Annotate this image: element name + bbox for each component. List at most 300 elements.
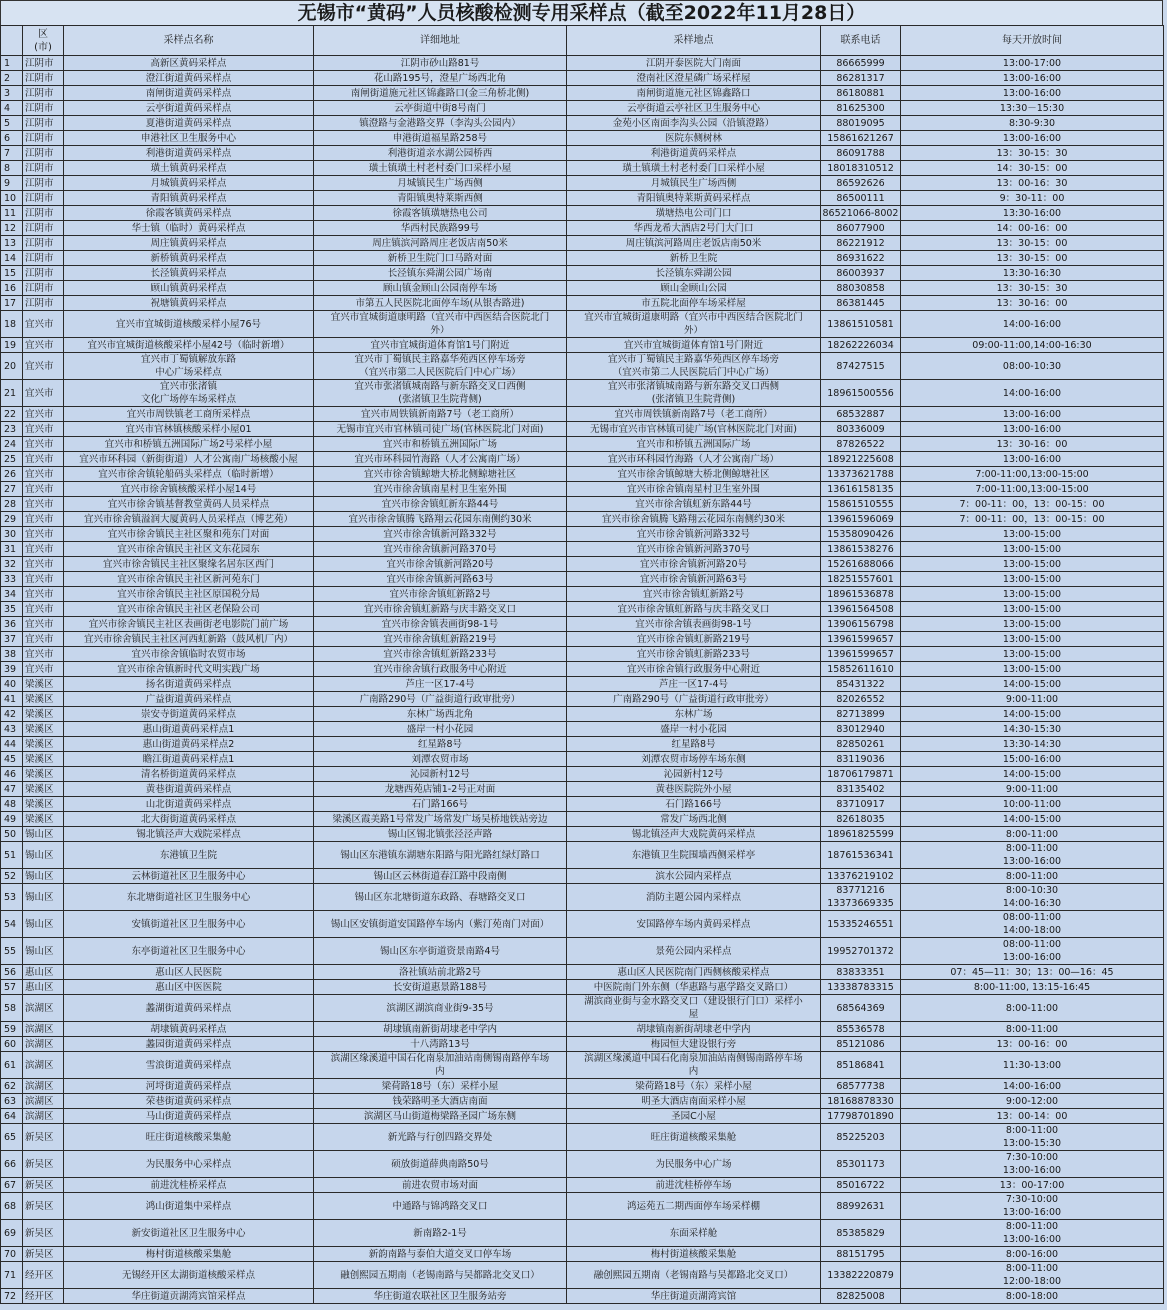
phone-cell: 18168878330 bbox=[821, 1094, 901, 1109]
hours-cell: 8:00-11:00 13:00-16:00 bbox=[901, 1220, 1164, 1247]
table-row bbox=[1, 869, 1164, 884]
phone-cell: 85016722 bbox=[821, 1178, 901, 1193]
sampling-location-cell: 青阳镇奥特莱斯黄码采样点 bbox=[567, 191, 821, 206]
district-cell: 江阴市 bbox=[23, 251, 64, 266]
sampling-location-cell: 华庄街道贡湖湾宾馆 bbox=[567, 1289, 821, 1304]
table-row bbox=[1, 1247, 1164, 1262]
sampling-location-cell: 锡北镇泾声大戏院黄码采样点 bbox=[567, 827, 821, 842]
address-cell: 徐霞客镇璜塘热电公司 bbox=[314, 206, 567, 221]
site-name-cell: 利港街道黄码采样点 bbox=[64, 146, 314, 161]
phone-cell: 13906156798 bbox=[821, 617, 901, 632]
district-cell: 锡山区 bbox=[23, 911, 64, 938]
district-cell: 宜兴市 bbox=[23, 353, 64, 380]
hours-cell: 7:30-10:00 13:00-16:00 bbox=[901, 1151, 1164, 1178]
phone-cell: 86665999 bbox=[821, 56, 901, 71]
address-cell: 镇澄路与金港路交界（李沟头公园内） bbox=[314, 116, 567, 131]
site-name-cell: 璜土镇黄码采样点 bbox=[64, 161, 314, 176]
sampling-location-cell: 刘潭农贸市场停车场东侧 bbox=[567, 752, 821, 767]
sampling-location-cell: 常发广场西北侧 bbox=[567, 812, 821, 827]
address-cell: 宜兴市徐舍镇新河路332号 bbox=[314, 527, 567, 542]
table-row bbox=[1, 512, 1164, 527]
phone-cell: 85225203 bbox=[821, 1124, 901, 1151]
sampling-location-cell: 华西龙希大酒店2号门大门口 bbox=[567, 221, 821, 236]
district-cell: 宜兴市 bbox=[23, 311, 64, 338]
table-row bbox=[1, 1178, 1164, 1193]
table-row bbox=[1, 842, 1164, 869]
hours-cell: 14:00-15:00 bbox=[901, 677, 1164, 692]
address-cell: 胡埭镇南新街胡埭老中学内 bbox=[314, 1022, 567, 1037]
address-cell: 顾山镇金顾山公园南停车场 bbox=[314, 281, 567, 296]
address-cell: 花山路195号，澄星广场西北角 bbox=[314, 71, 567, 86]
site-name-cell: 胡埭镇黄码采样点 bbox=[64, 1022, 314, 1037]
sampling-location-cell: 宜兴市和桥镇五洲国际广场 bbox=[567, 437, 821, 452]
phone-cell: 13861538276 bbox=[821, 542, 901, 557]
address-cell: 宜兴市宜城街道康明路（宜兴市中西医结合医院北门 外） bbox=[314, 311, 567, 338]
address-cell: 宜兴市徐舍镇鲸塘大桥北侧鲸塘社区 bbox=[314, 467, 567, 482]
district-cell: 江阴市 bbox=[23, 176, 64, 191]
row-index-cell: 64 bbox=[1, 1109, 23, 1124]
address-cell: 刘潭农贸市场 bbox=[314, 752, 567, 767]
site-name-cell: 蠡湖街道黄码采样点 bbox=[64, 995, 314, 1022]
sampling-location-cell: 长泾镇东舜湖公园 bbox=[567, 266, 821, 281]
site-name-cell: 清名桥街道黄码采样点 bbox=[64, 767, 314, 782]
phone-cell: 13616158135 bbox=[821, 482, 901, 497]
table-row bbox=[1, 338, 1164, 353]
phone-cell: 86180881 bbox=[821, 86, 901, 101]
sampling-location-cell: 南闸街道施元社区锦鑫路口 bbox=[567, 86, 821, 101]
phone-cell: 13373621788 bbox=[821, 467, 901, 482]
site-name-cell: 雪浪街道黄码采样点 bbox=[64, 1052, 314, 1079]
hours-cell: 13:00-15:00 bbox=[901, 572, 1164, 587]
site-name-cell: 锡北镇泾声大戏院采样点 bbox=[64, 827, 314, 842]
hours-cell: 8:00-11:00 bbox=[901, 827, 1164, 842]
phone-cell: 68532887 bbox=[821, 407, 901, 422]
address-cell: 宜兴市周铁镇新南路7号（老工商所） bbox=[314, 407, 567, 422]
phone-cell: 15861510555 bbox=[821, 497, 901, 512]
district-cell: 江阴市 bbox=[23, 101, 64, 116]
site-name-cell: 宜兴市徐舍镇溢润大厦黄码人员采样点（博艺苑） bbox=[64, 512, 314, 527]
district-cell: 江阴市 bbox=[23, 296, 64, 311]
address-cell: 云亭街道中街8号南门 bbox=[314, 101, 567, 116]
district-cell: 江阴市 bbox=[23, 131, 64, 146]
hours-cell: 7：00-11：00，13：00-15：00 bbox=[901, 497, 1164, 512]
table-row bbox=[1, 116, 1164, 131]
table-row bbox=[1, 980, 1164, 995]
sampling-location-cell: 利港街道黄码采样点 bbox=[567, 146, 821, 161]
row-index-cell: 21 bbox=[1, 380, 23, 407]
table-row bbox=[1, 767, 1164, 782]
address-cell: 宜兴市徐舍镇虹新路与庆丰路交叉口 bbox=[314, 602, 567, 617]
table-row bbox=[1, 71, 1164, 86]
address-cell: 硕放街道薛典南路50号 bbox=[314, 1151, 567, 1178]
table-row bbox=[1, 407, 1164, 422]
district-cell: 江阴市 bbox=[23, 206, 64, 221]
address-cell: 宜兴市宜城街道体育馆1号门附近 bbox=[314, 338, 567, 353]
table-row bbox=[1, 176, 1164, 191]
address-cell: 宜兴市环科园竹海路（人才公寓南广场） bbox=[314, 452, 567, 467]
hours-cell: 13:00-15:00 bbox=[901, 632, 1164, 647]
row-index-cell: 65 bbox=[1, 1124, 23, 1151]
phone-cell: 86091788 bbox=[821, 146, 901, 161]
address-cell: 沁园新村12号 bbox=[314, 767, 567, 782]
site-name-cell: 宜兴市周铁镇老工商所采样点 bbox=[64, 407, 314, 422]
address-cell: 滨湖区缘溪道中国石化南泉加油站南侧锡南路停车场 内 bbox=[314, 1052, 567, 1079]
district-cell: 新吴区 bbox=[23, 1124, 64, 1151]
row-index-cell: 4 bbox=[1, 101, 23, 116]
phone-cell: 18921225608 bbox=[821, 452, 901, 467]
row-index-cell: 39 bbox=[1, 662, 23, 677]
row-index-cell: 40 bbox=[1, 677, 23, 692]
row-index-cell: 43 bbox=[1, 722, 23, 737]
hours-cell: 11:30-13:00 bbox=[901, 1052, 1164, 1079]
address-cell: 锡山区东亭街道资景南路4号 bbox=[314, 938, 567, 965]
hours-cell: 8:00-11:00 bbox=[901, 1022, 1164, 1037]
site-name-cell: 宜兴市徐舍镇民主社区老保险公司 bbox=[64, 602, 314, 617]
address-cell: 梁荷路18号（东）采样小屋 bbox=[314, 1079, 567, 1094]
site-name-cell: 宜兴市徐舍镇基督教堂黄码人员采样点 bbox=[64, 497, 314, 512]
address-cell: 广南路290号（广益街道行政审批旁） bbox=[314, 692, 567, 707]
hours-cell: 8:00-11:00 13:00-15:30 bbox=[901, 1124, 1164, 1151]
table-row bbox=[1, 722, 1164, 737]
row-index-cell: 22 bbox=[1, 407, 23, 422]
table-row bbox=[1, 311, 1164, 338]
address-cell: 宜兴市徐舍镇虹新路2号 bbox=[314, 587, 567, 602]
hours-cell: 8:30-9:30 bbox=[901, 116, 1164, 131]
sampling-location-cell: 东林广场 bbox=[567, 707, 821, 722]
sampling-location-cell: 宜兴市宜城街道体育馆1号门附近 bbox=[567, 338, 821, 353]
address-cell: 华西村民族路99号 bbox=[314, 221, 567, 236]
row-index-cell: 72 bbox=[1, 1289, 23, 1304]
site-name-cell: 宜兴市宜城街道核酸采样小屋76号 bbox=[64, 311, 314, 338]
table-row bbox=[1, 251, 1164, 266]
phone-cell: 82825008 bbox=[821, 1289, 901, 1304]
address-cell: 锡山区锡北镇张泾泾声路 bbox=[314, 827, 567, 842]
district-cell: 惠山区 bbox=[23, 965, 64, 980]
phone-cell: 82850261 bbox=[821, 737, 901, 752]
row-index-cell: 13 bbox=[1, 236, 23, 251]
row-index-cell: 54 bbox=[1, 911, 23, 938]
row-index-cell: 25 bbox=[1, 452, 23, 467]
district-cell: 梁溪区 bbox=[23, 812, 64, 827]
table-row bbox=[1, 1109, 1164, 1124]
site-name-cell: 夏港街道黄码采样点 bbox=[64, 116, 314, 131]
address-cell: 新光路与行创四路交界处 bbox=[314, 1124, 567, 1151]
address-cell: 宜兴市徐舍镇虹新东路44号 bbox=[314, 497, 567, 512]
row-index-cell: 63 bbox=[1, 1094, 23, 1109]
site-name-cell: 东港镇卫生院 bbox=[64, 842, 314, 869]
row-index-cell: 41 bbox=[1, 692, 23, 707]
table-row bbox=[1, 602, 1164, 617]
district-cell: 江阴市 bbox=[23, 266, 64, 281]
row-index-cell: 48 bbox=[1, 797, 23, 812]
hours-cell: 13:00-15:00 bbox=[901, 617, 1164, 632]
district-cell: 经开区 bbox=[23, 1289, 64, 1304]
site-name-cell: 顾山镇黄码采样点 bbox=[64, 281, 314, 296]
sampling-location-cell: 宜兴市徐舍镇虹新路与庆丰路交叉口 bbox=[567, 602, 821, 617]
district-cell: 滨湖区 bbox=[23, 1109, 64, 1124]
address-cell: 锡山区云林街道春江路中段南侧 bbox=[314, 869, 567, 884]
phone-cell: 80336009 bbox=[821, 422, 901, 437]
row-index-cell: 34 bbox=[1, 587, 23, 602]
address-cell: 石门路166号 bbox=[314, 797, 567, 812]
district-cell: 宜兴市 bbox=[23, 437, 64, 452]
address-cell: 锡山区东港镇东湖塘东阳路与阳光路红绿灯路口 bbox=[314, 842, 567, 869]
hours-cell: 7:00-11:00,13:00-15:00 bbox=[901, 467, 1164, 482]
hours-cell: 15:00-16:00 bbox=[901, 752, 1164, 767]
hours-cell: 08:00-10:30 bbox=[901, 353, 1164, 380]
phone-cell: 68564369 bbox=[821, 995, 901, 1022]
address-cell: 东林广场西北角 bbox=[314, 707, 567, 722]
district-cell: 梁溪区 bbox=[23, 767, 64, 782]
table-row bbox=[1, 692, 1164, 707]
site-name-cell: 惠山街道黄码采样点1 bbox=[64, 722, 314, 737]
district-cell: 宜兴市 bbox=[23, 587, 64, 602]
table-row bbox=[1, 1022, 1164, 1037]
sampling-sites-table bbox=[0, 25, 1164, 1304]
row-index-cell: 10 bbox=[1, 191, 23, 206]
table-row bbox=[1, 797, 1164, 812]
sampling-location-cell: 医院东侧树林 bbox=[567, 131, 821, 146]
sampling-location-cell: 宜兴市徐舍镇虹新路233号 bbox=[567, 647, 821, 662]
hours-cell: 13:00-15:00 bbox=[901, 527, 1164, 542]
phone-cell: 85431322 bbox=[821, 677, 901, 692]
address-cell: 宜兴市徐舍镇新河路370号 bbox=[314, 542, 567, 557]
hours-cell: 9：30-11：00 bbox=[901, 191, 1164, 206]
address-cell: 宜兴市徐舍镇表画街98-1号 bbox=[314, 617, 567, 632]
district-cell: 滨湖区 bbox=[23, 1037, 64, 1052]
sampling-location-cell: 宜兴市周铁镇新南路7号（老工商所） bbox=[567, 407, 821, 422]
table-row bbox=[1, 56, 1164, 71]
district-cell: 宜兴市 bbox=[23, 602, 64, 617]
district-cell: 滨湖区 bbox=[23, 1022, 64, 1037]
address-cell: 申港街道福星路258号 bbox=[314, 131, 567, 146]
hours-cell: 13：00-17:00 bbox=[901, 1178, 1164, 1193]
row-index-cell: 46 bbox=[1, 767, 23, 782]
address-cell: 月城镇民生广场西侧 bbox=[314, 176, 567, 191]
site-name-cell: 宜兴市徐舍镇民主社区原国税分局 bbox=[64, 587, 314, 602]
hours-cell: 14:00-15:00 bbox=[901, 707, 1164, 722]
address-cell: 中通路与锦鸿路交叉口 bbox=[314, 1193, 567, 1220]
site-name-cell: 为民服务中心采样点 bbox=[64, 1151, 314, 1178]
site-name-cell: 月城镇黄码采样点 bbox=[64, 176, 314, 191]
address-cell: 无锡市宜兴市官林镇司徒广场(官林医院北门对面) bbox=[314, 422, 567, 437]
address-cell: 宜兴市徐舍镇虹新路233号 bbox=[314, 647, 567, 662]
row-index-cell: 18 bbox=[1, 311, 23, 338]
sampling-location-cell: 湖滨商业街与金水路交叉口（建设银行门口）采样小 屋 bbox=[567, 995, 821, 1022]
row-index-cell: 37 bbox=[1, 632, 23, 647]
address-cell: 融创熙园五期南（老锡南路与吴都路北交叉口） bbox=[314, 1262, 567, 1289]
row-index-cell: 67 bbox=[1, 1178, 23, 1193]
table-row bbox=[1, 86, 1164, 101]
header-district: 区 (市) bbox=[23, 26, 64, 56]
row-index-cell: 15 bbox=[1, 266, 23, 281]
address-cell: 滨湖区马山街道梅梁路圣园广场东侧 bbox=[314, 1109, 567, 1124]
row-index-cell: 11 bbox=[1, 206, 23, 221]
table-row bbox=[1, 572, 1164, 587]
phone-cell: 83012940 bbox=[821, 722, 901, 737]
table-row bbox=[1, 911, 1164, 938]
table-row bbox=[1, 452, 1164, 467]
hours-cell: 13:00-16:00 bbox=[901, 422, 1164, 437]
table-row bbox=[1, 131, 1164, 146]
hours-cell: 8:00-11:00 13:00-16:00 bbox=[901, 842, 1164, 869]
hours-cell: 10:00-11:00 bbox=[901, 797, 1164, 812]
row-index-cell: 33 bbox=[1, 572, 23, 587]
hours-cell: 8:00-11:00 bbox=[901, 869, 1164, 884]
sampling-location-cell: 宜兴市徐舍镇新河路20号 bbox=[567, 557, 821, 572]
site-name-cell: 蠡园街道黄码采样点 bbox=[64, 1037, 314, 1052]
row-index-cell: 7 bbox=[1, 146, 23, 161]
table-row bbox=[1, 884, 1164, 911]
table-row bbox=[1, 737, 1164, 752]
phone-cell: 85536578 bbox=[821, 1022, 901, 1037]
row-index-cell: 57 bbox=[1, 980, 23, 995]
phone-cell: 86003937 bbox=[821, 266, 901, 281]
site-name-cell: 黄巷街道黄码采样点 bbox=[64, 782, 314, 797]
row-index-cell: 44 bbox=[1, 737, 23, 752]
site-name-cell: 澄江街道黄码采样点 bbox=[64, 71, 314, 86]
district-cell: 宜兴市 bbox=[23, 497, 64, 512]
table-row bbox=[1, 782, 1164, 797]
district-cell: 梁溪区 bbox=[23, 677, 64, 692]
table-row bbox=[1, 482, 1164, 497]
table-row bbox=[1, 812, 1164, 827]
row-index-cell: 32 bbox=[1, 557, 23, 572]
site-name-cell: 宜兴市丁蜀镇解放东路 中心广场采样点 bbox=[64, 353, 314, 380]
district-cell: 宜兴市 bbox=[23, 527, 64, 542]
district-cell: 滨湖区 bbox=[23, 1094, 64, 1109]
table-row bbox=[1, 1151, 1164, 1178]
sampling-location-cell: 顾山金顾山公园 bbox=[567, 281, 821, 296]
district-cell: 惠山区 bbox=[23, 980, 64, 995]
address-cell: 十八湾路13号 bbox=[314, 1037, 567, 1052]
table-row bbox=[1, 662, 1164, 677]
site-name-cell: 高新区黄码采样点 bbox=[64, 56, 314, 71]
address-cell: 红星路8号 bbox=[314, 737, 567, 752]
site-name-cell: 宜兴市徐舍镇民主社区河西虹新路（鼓风机厂内） bbox=[64, 632, 314, 647]
address-cell: 新韵南路与泰伯大道交叉口停车场 bbox=[314, 1247, 567, 1262]
sampling-location-cell: 梅园恒大建设银行旁 bbox=[567, 1037, 821, 1052]
district-cell: 宜兴市 bbox=[23, 572, 64, 587]
sampling-location-cell: 璜塘热电公司门口 bbox=[567, 206, 821, 221]
district-cell: 新吴区 bbox=[23, 1193, 64, 1220]
district-cell: 宜兴市 bbox=[23, 467, 64, 482]
table-row bbox=[1, 542, 1164, 557]
row-index-cell: 26 bbox=[1, 467, 23, 482]
site-name-cell: 宜兴市官林镇核酸采样小屋01 bbox=[64, 422, 314, 437]
sampling-location-cell: 宜兴市徐舍镇新河路332号 bbox=[567, 527, 821, 542]
row-index-cell: 29 bbox=[1, 512, 23, 527]
table-row bbox=[1, 221, 1164, 236]
table-row bbox=[1, 1193, 1164, 1220]
hours-cell: 13：30-15：30 bbox=[901, 146, 1164, 161]
sampling-location-cell: 周庄镇滨河路周庄老饭店南50米 bbox=[567, 236, 821, 251]
hours-cell: 13:00-16:00 bbox=[901, 86, 1164, 101]
sampling-location-cell: 宜兴市丁蜀镇民主路嘉华苑西区停车场旁 （宜兴市第二人民医院后门中心广场） bbox=[567, 353, 821, 380]
table-row bbox=[1, 1079, 1164, 1094]
address-cell: 华庄街道农联社区卫生服务站旁 bbox=[314, 1289, 567, 1304]
sampling-location-cell: 新桥卫生院 bbox=[567, 251, 821, 266]
address-cell: 龙塘西苑店铺1-2号正对面 bbox=[314, 782, 567, 797]
address-cell: 盛岸一村小花园 bbox=[314, 722, 567, 737]
row-index-cell: 6 bbox=[1, 131, 23, 146]
row-index-cell: 70 bbox=[1, 1247, 23, 1262]
site-name-cell: 新桥镇黄码采样点 bbox=[64, 251, 314, 266]
address-cell: 宜兴市丁蜀镇民主路嘉华苑西区停车场旁 （宜兴市第二人民医院后门中心广场） bbox=[314, 353, 567, 380]
hours-cell: 13：00-16：00 bbox=[901, 1037, 1164, 1052]
phone-cell: 86931622 bbox=[821, 251, 901, 266]
district-cell: 宜兴市 bbox=[23, 647, 64, 662]
row-index-cell: 60 bbox=[1, 1037, 23, 1052]
hours-cell: 13:00-16:00 bbox=[901, 452, 1164, 467]
sampling-location-cell: 市五院北面停车场采样屋 bbox=[567, 296, 821, 311]
site-name-cell: 惠山区中医医院 bbox=[64, 980, 314, 995]
table-row bbox=[1, 1220, 1164, 1247]
phone-cell: 13961564508 bbox=[821, 602, 901, 617]
page-title: 无锡市“黄码”人员核酸检测专用采样点（截至2022年11月28日） bbox=[0, 0, 1163, 25]
row-index-cell: 9 bbox=[1, 176, 23, 191]
header-address: 详细地址 bbox=[314, 26, 567, 56]
row-index-cell: 47 bbox=[1, 782, 23, 797]
sampling-location-cell: 璜土镇璜土村老村委门口采样小屋 bbox=[567, 161, 821, 176]
address-cell: 青阳镇奥特莱斯西侧 bbox=[314, 191, 567, 206]
phone-cell: 68577738 bbox=[821, 1079, 901, 1094]
district-cell: 宜兴市 bbox=[23, 557, 64, 572]
hours-cell: 8:00-11:00 12:00-18:00 bbox=[901, 1262, 1164, 1289]
sampling-location-cell: 前进沈桂桥停车场 bbox=[567, 1178, 821, 1193]
site-name-cell: 周庄镇黄码采样点 bbox=[64, 236, 314, 251]
hours-cell: 14:00-16:00 bbox=[901, 380, 1164, 407]
sampling-location-cell: 宜兴市宜城街道康明路（宜兴市中西医结合医院北门 外） bbox=[567, 311, 821, 338]
row-index-cell: 1 bbox=[1, 56, 23, 71]
phone-cell: 18761536341 bbox=[821, 842, 901, 869]
address-cell: 宜兴市徐舍镇行政服务中心附近 bbox=[314, 662, 567, 677]
row-index-cell: 49 bbox=[1, 812, 23, 827]
row-index-cell: 8 bbox=[1, 161, 23, 176]
table-row bbox=[1, 1052, 1164, 1079]
table-row bbox=[1, 467, 1164, 482]
district-cell: 梁溪区 bbox=[23, 692, 64, 707]
site-name-cell: 安镇街道社区卫生服务中心 bbox=[64, 911, 314, 938]
sampling-location-cell: 芦庄一区17-4号 bbox=[567, 677, 821, 692]
phone-cell: 83119036 bbox=[821, 752, 901, 767]
site-name-cell: 广益街道黄码采样点 bbox=[64, 692, 314, 707]
table-row bbox=[1, 191, 1164, 206]
district-cell: 宜兴市 bbox=[23, 380, 64, 407]
phone-cell: 13961599657 bbox=[821, 632, 901, 647]
phone-cell: 13382220879 bbox=[821, 1262, 901, 1289]
site-name-cell: 旺庄街道核酸采集舱 bbox=[64, 1124, 314, 1151]
sampling-location-cell: 宜兴市徐舍镇腾飞路翔云花园东南侧约30米 bbox=[567, 512, 821, 527]
district-cell: 宜兴市 bbox=[23, 482, 64, 497]
site-name-cell: 云亭街道黄码采样点 bbox=[64, 101, 314, 116]
hours-cell: 07：45—11：30；13：00—16：45 bbox=[901, 965, 1164, 980]
hours-cell: 14:00-16:00 bbox=[901, 311, 1164, 338]
site-name-cell: 宜兴市和桥镇五洲国际广场2号采样小屋 bbox=[64, 437, 314, 452]
site-name-cell: 南闸街道黄码采样点 bbox=[64, 86, 314, 101]
hours-cell: 08:00-11:00 14:00-18:00 bbox=[901, 911, 1164, 938]
site-name-cell: 宜兴市徐舍镇新时代文明实践广场 bbox=[64, 662, 314, 677]
hours-cell: 7:00-11:00,13:00-15:00 bbox=[901, 482, 1164, 497]
address-cell: 前进农贸市场对面 bbox=[314, 1178, 567, 1193]
phone-cell: 18961825599 bbox=[821, 827, 901, 842]
site-name-cell: 北大街街道黄码采样点 bbox=[64, 812, 314, 827]
district-cell: 新吴区 bbox=[23, 1220, 64, 1247]
row-index-cell: 14 bbox=[1, 251, 23, 266]
hours-cell: 7:30-10:00 13:00-16:00 bbox=[901, 1193, 1164, 1220]
sampling-location-cell: 黄巷医院院外小屋 bbox=[567, 782, 821, 797]
phone-cell: 83710917 bbox=[821, 797, 901, 812]
